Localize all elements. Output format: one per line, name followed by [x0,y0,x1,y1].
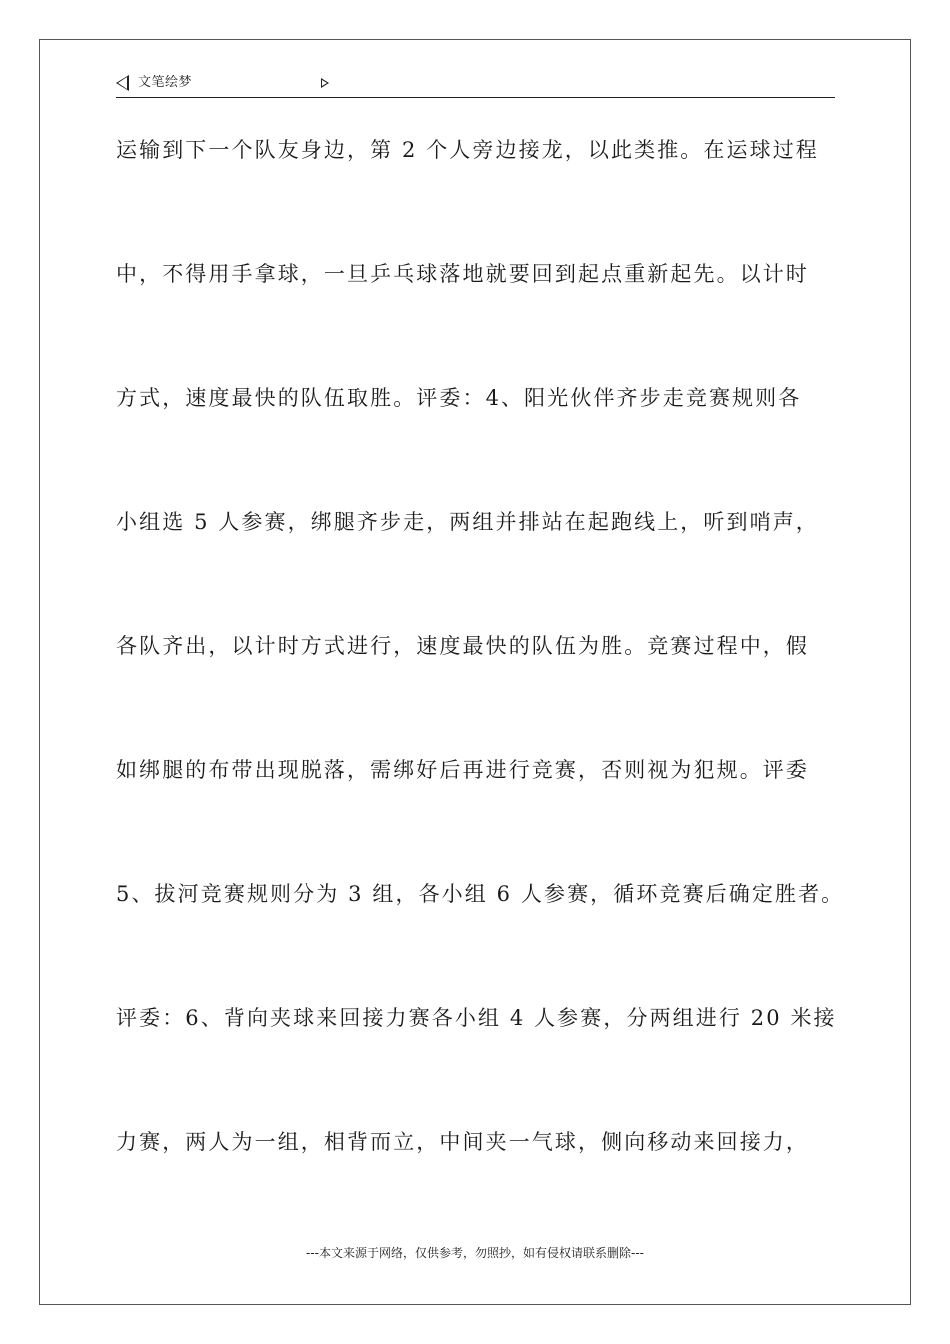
text-line-1: 运输到下一个队友身边，第 2 个人旁边接龙，以此类推。在运球过程 [116,138,819,162]
triangle-right-icon [321,78,329,88]
document-body [116,125,846,1241]
text-line-9: 力赛，两人为一组，相背而立，中间夹一气球，侧向移动来回接力， [116,1130,809,1154]
page-header [116,72,835,98]
text-line-6: 如绑腿的布带出现脱落，需绑好后再进行竞赛，否则视为犯规。评委 [116,758,809,782]
text-line-7: 5、拔河竞赛规则分为 3 组，各小组 6 人参赛，循环竞赛后确定胜者。 [116,882,845,906]
text-line-4: 小组选 5 人参赛，绑腿齐步走，两组并排站在起跑线上，听到哨声， [116,510,819,534]
header-title: 文笔绘梦 [138,75,193,90]
page-footer: ---本文来源于网络，仅供参考，勿照抄，如有侵权请联系删除--- [306,1246,644,1260]
text-line-3: 方式，速度最快的队伍取胜。评委：4、阳光伙伴齐步走竞赛规则各 [116,386,802,410]
text-line-5: 各队齐出，以计时方式进行，速度最快的队伍为胜。竞赛过程中，假 [116,634,809,658]
text-line-8: 评委：6、背向夹球来回接力赛各小组 4 人参赛，分两组进行 20 米接 [116,1006,837,1030]
triangle-left-icon [116,75,129,91]
text-line-2: 中，不得用手拿球，一旦乒乓球落地就要回到起点重新起先。以计时 [116,262,809,286]
